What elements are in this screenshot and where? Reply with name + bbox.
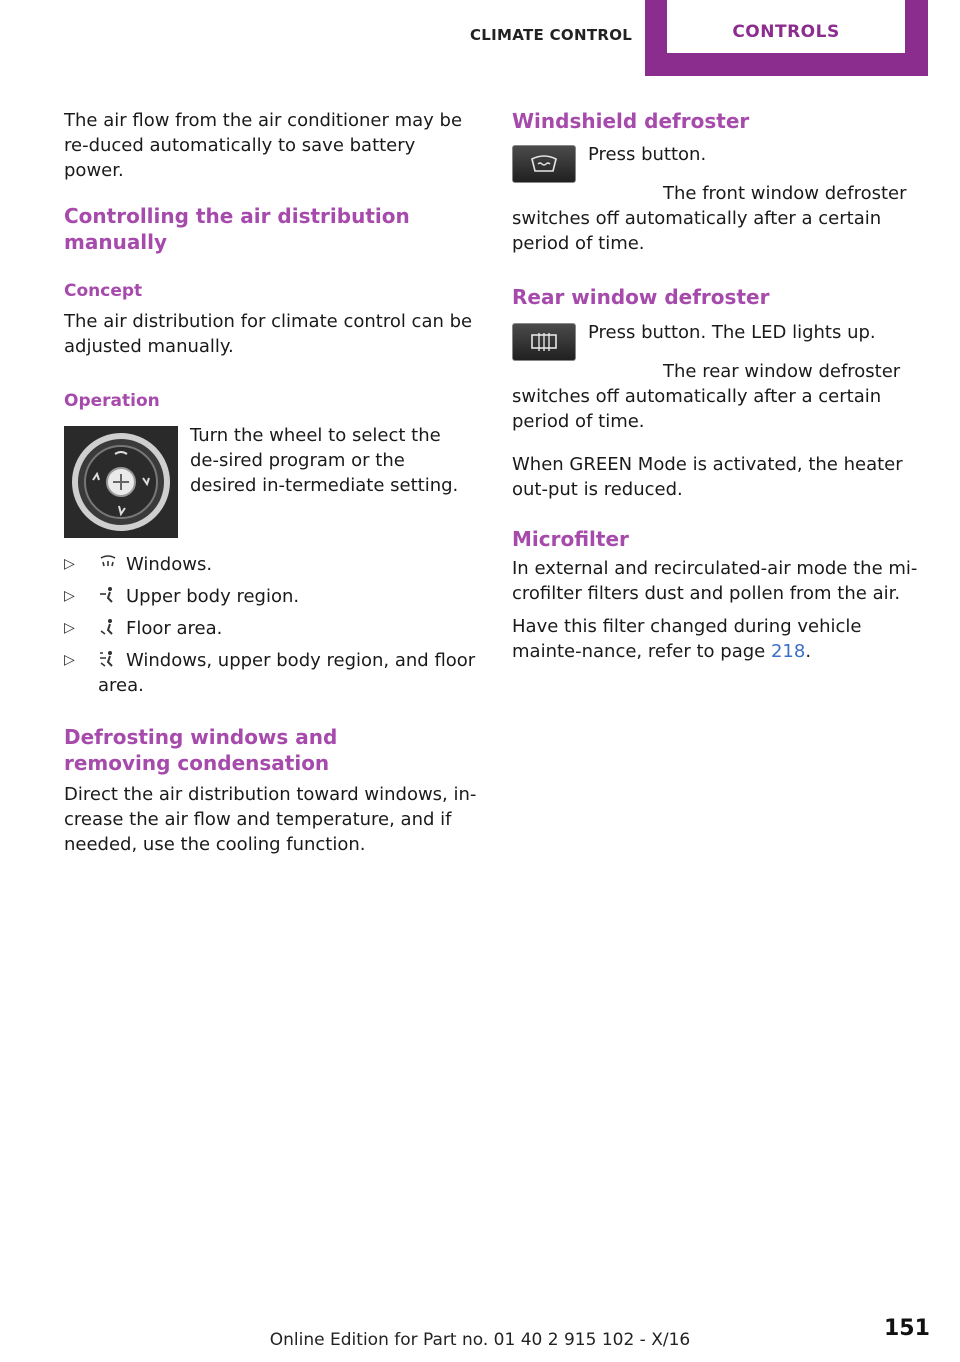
windshield-defroster-icon [529, 154, 559, 174]
microfilter-paragraph: In external and recirculated-air mode the mi-crofilter filters dust and pollen from the air. [512, 558, 918, 604]
bullet-arrow-icon: ▷ [64, 620, 75, 636]
distribution-list [64, 552, 480, 698]
list-item [64, 552, 480, 577]
windshield-block [512, 142, 928, 183]
heading-microfilter: Microfilter [512, 527, 629, 551]
list-item-text: Windows. [126, 554, 213, 575]
edition-footer: Online Edition for Part no. 01 40 2 915 102 - X/16 [269, 1330, 691, 1350]
page-reference-link[interactable]: 218 [770, 641, 806, 662]
list-item [64, 584, 480, 609]
windshield-paragraph: The front window defroster switches off automatically after a certain period of time. [512, 183, 907, 254]
rear-paragraph: The rear window defroster switches off automatically after a certain period of time. [512, 361, 901, 432]
control-wheel-icon [71, 432, 171, 532]
heading-windshield-defroster: Windshield defroster [512, 109, 750, 133]
section-title: CLIMATE CONTROL [470, 26, 633, 44]
intro-paragraph: The air flow from the air conditioner may be re-duced automatically to save battery power. [64, 110, 463, 181]
floor-icon [98, 618, 118, 636]
heading-manual-distribution: Controlling the air distribution manually [64, 204, 410, 254]
maintenance-period: . [805, 641, 812, 662]
windshield-icon [98, 554, 118, 572]
list-item [64, 616, 480, 641]
operation-block [64, 423, 480, 538]
heading-concept: Concept [64, 281, 143, 301]
microfilter-maintenance-paragraph [512, 614, 928, 664]
bullet-arrow-icon: ▷ [64, 588, 75, 604]
upper-body-icon [98, 586, 118, 604]
list-item [64, 648, 480, 698]
rear-defroster-button[interactable] [512, 323, 576, 361]
maintenance-text: Have this filter changed during vehicle mainte-nance, refer to page [512, 616, 862, 662]
concept-paragraph: The air distribution for climate control can be adjusted manually. [64, 311, 473, 357]
list-item-text: Windows, upper body region, and floor area. [98, 650, 476, 696]
control-wheel-image [64, 426, 178, 538]
green-mode-paragraph: When GREEN Mode is activated, the heater out-put is reduced. [512, 454, 903, 500]
heading-rear-window-defroster: Rear window defroster [512, 285, 770, 309]
heading-defrosting: Defrosting windows and removing condensation [64, 725, 338, 775]
page-number: 151 [884, 1316, 930, 1341]
right-column [512, 108, 928, 672]
bullet-arrow-icon: ▷ [64, 652, 75, 668]
chapter-tab-label: CONTROLS [732, 22, 840, 42]
all-zones-icon [98, 650, 118, 668]
rear-press-text: Press button. The LED lights up. [588, 322, 876, 343]
rear-block [512, 320, 928, 361]
list-item-text: Upper body region. [126, 586, 300, 607]
defrosting-paragraph: Direct the air distribution toward windows, in-crease the air flow and temperature, and if needed, use the cooling function. [64, 784, 477, 855]
list-item-text: Floor area. [126, 618, 223, 639]
rear-defroster-icon [529, 332, 559, 352]
heading-operation: Operation [64, 391, 160, 411]
chapter-tab-inner [667, 0, 905, 53]
bullet-arrow-icon: ▷ [64, 556, 75, 572]
windshield-defroster-button[interactable] [512, 145, 576, 183]
left-column [64, 108, 480, 865]
chapter-tab [645, 0, 928, 76]
operation-paragraph: Turn the wheel to select the de-sired program or the desired in-termediate setting. [190, 425, 459, 496]
windshield-press-text: Press button. [588, 144, 707, 165]
